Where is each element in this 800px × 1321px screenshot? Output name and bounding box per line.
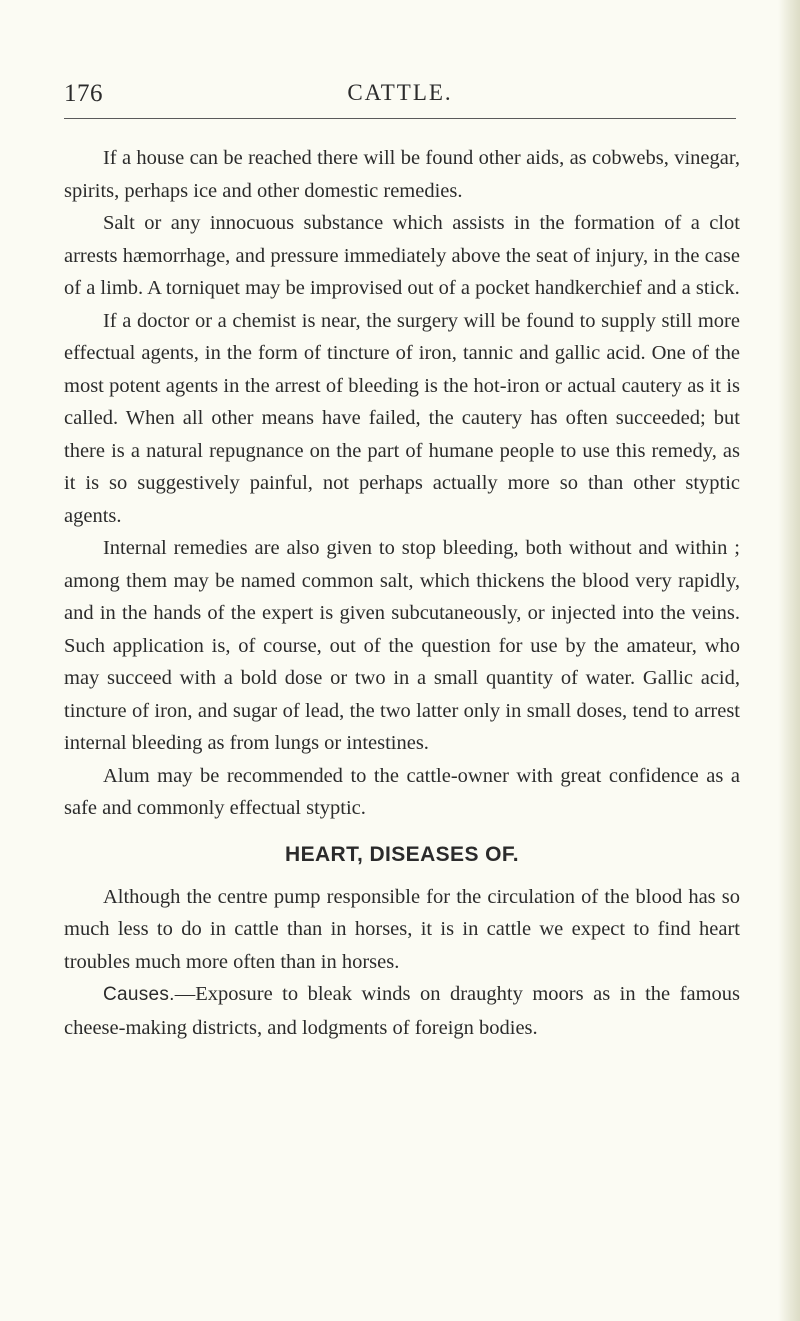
paragraph-heart-intro: Although the centre pump responsible for the circulation of the blood has so much less to do in cattle than in horses, it is in cattle we expect to find heart troubles much more often than in horses. [64, 885, 740, 973]
causes-text: —Exposure to bleak winds on draughty moors as in the famous cheese-making districts, and lodgments of foreign bodies. [64, 983, 740, 1039]
paragraph-cautery: If a doctor or a chemist is near, the surgery will be found to supply still more effectual agents, in the form of tincture of iron, tannic and gallic acid. One of the most potent agents in the arrest of bleeding is the hot-iron or actual cautery as it is called. When all other means have failed, the cautery has often succeeded; but there is a natural repugnance on the part of humane people to use this remedy, as it is so suggestively painful, not perhaps actually more so than other styptic agents. [64, 309, 740, 527]
header-rule [64, 118, 736, 119]
paragraph-causes [64, 978, 740, 1044]
paragraph-internal-remedies: Internal remedies are also given to stop bleeding, both without and within ; among them may be named common salt, which thickens the blood very rapidly, and in the hands of the expert is given subcutaneously, or injected into the veins. Such application is, of course, out of the question for use by the amateur, who may succeed with a bold dose or two in a small quantity of water. Gallic acid, tincture of iron, and sugar of lead, the two latter only in small doses, tend to arrest internal bleeding as from lungs or intestines. [64, 537, 740, 754]
running-head [64, 80, 736, 110]
page-edge-shadow [778, 0, 800, 1321]
paragraph-clot-torniquet: Salt or any innocuous substance which assists in the formation of a clot arrests hæmorrhage, and pressure immediately above the seat of injury, in the case of a limb. A torniquet may be improvised out of a pocket handkerchief and a stick. [64, 212, 740, 299]
section-heading: HEART, DISEASES OF. [285, 842, 519, 866]
body-text [64, 142, 740, 1044]
paragraph-alum: Alum may be recommended to the cattle-owner with great confidence as a safe and commonly effectual styptic. [64, 764, 740, 819]
running-title: CATTLE. [347, 80, 453, 105]
causes-label: Causes. [102, 984, 175, 1005]
paragraph-other-aids: If a house can be reached there will be found other aids, as cobwebs, vinegar, spirits, perhaps ice and other domestic remedies. [64, 147, 740, 202]
page-number: 176 [64, 80, 103, 107]
